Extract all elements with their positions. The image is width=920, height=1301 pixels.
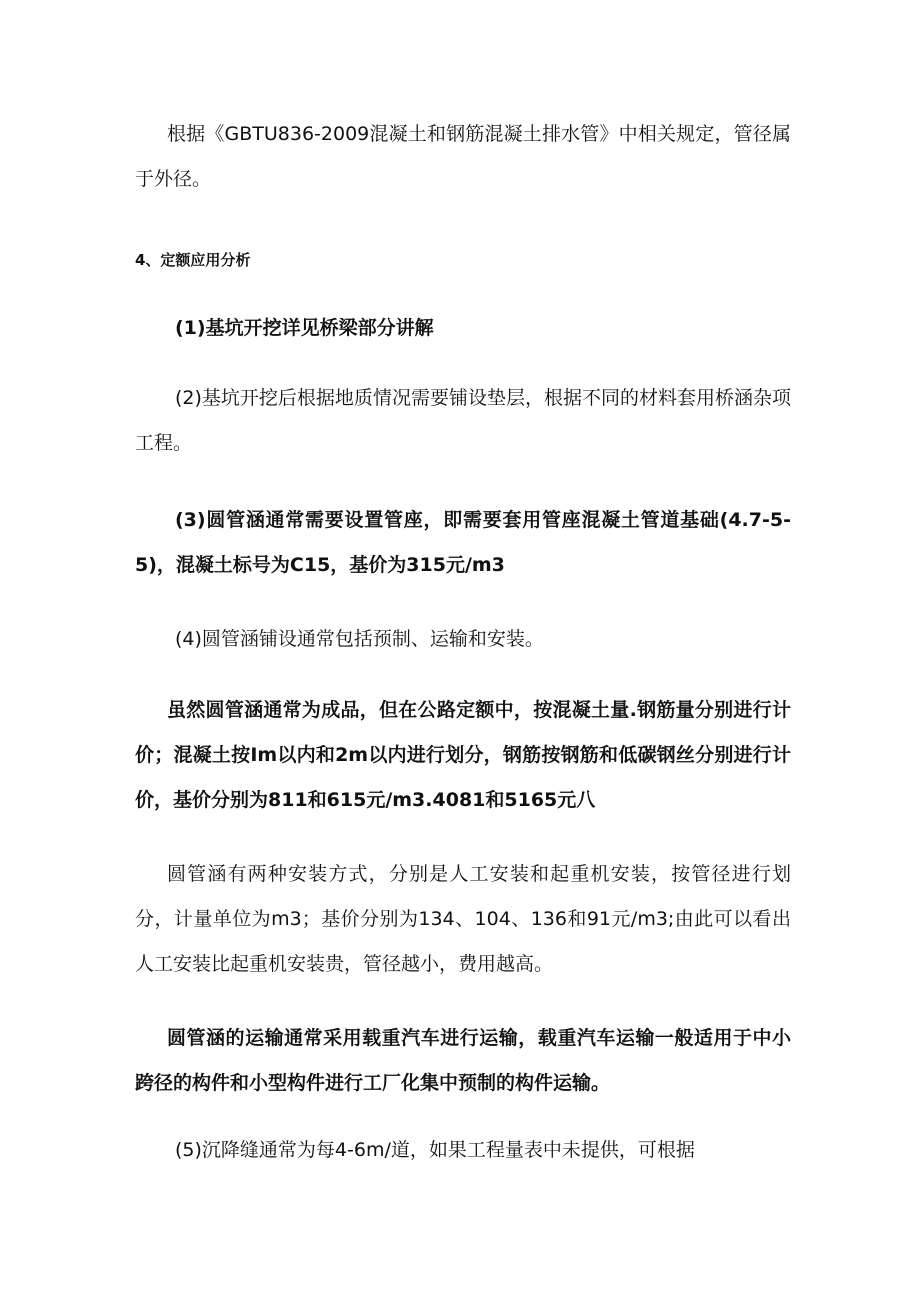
item-5-settlement-joint: (5)沉降缝通常为每4-6m/道，如果工程量表中未提供，可根据: [175, 1139, 695, 1161]
section-heading-quota-analysis: 4、定额应用分析: [135, 251, 251, 269]
item-2-cushion-layer: (2)基坑开挖后根据地质情况需要铺设垫层，根据不同的材料套用桥涵杂项工程。: [135, 387, 791, 454]
item-4-pipe-laying: (4)圆管涵铺设通常包括预制、运输和安装。: [175, 628, 544, 650]
paragraph-installation-methods: 圆管涵有两种安装方式，分别是人工安装和起重机安装，按管径进行划分，计量单位为m3；基价分别为134、104、136和91元/m3;由此可以看出人工安装比起重机安装贵，管径越小，费用越高。: [135, 863, 791, 975]
paragraph-pipe-diameter: 根据《GBTU836-2009混凝土和钢筋混凝土排水管》中相关规定，管径属于外径。: [135, 123, 791, 190]
item-1-foundation-pit: (1)基坑开挖详见桥梁部分讲解: [175, 317, 434, 339]
paragraph-prefab-pricing: 虽然圆管涵通常为成品，但在公路定额中，按混凝土量.钢筋量分别进行计价；混凝土按Im以内和2m以内进行划分，钢筋按钢筋和低碳钢丝分别进行计价，基价分别为811和615元/m3.4081和5165元八: [135, 699, 791, 811]
paragraph-transport: 圆管涵的运输通常采用载重汽车进行运输，载重汽车运输一般适用于中小跨径的构件和小型构件进行工厂化集中预制的构件运输。: [135, 1027, 791, 1094]
item-3-pipe-seat: (3)圆管涵通常需要设置管座，即需要套用管座混凝土管道基础(4.7-5-5)，混凝土标号为C15，基价为315元/m3: [135, 509, 791, 576]
